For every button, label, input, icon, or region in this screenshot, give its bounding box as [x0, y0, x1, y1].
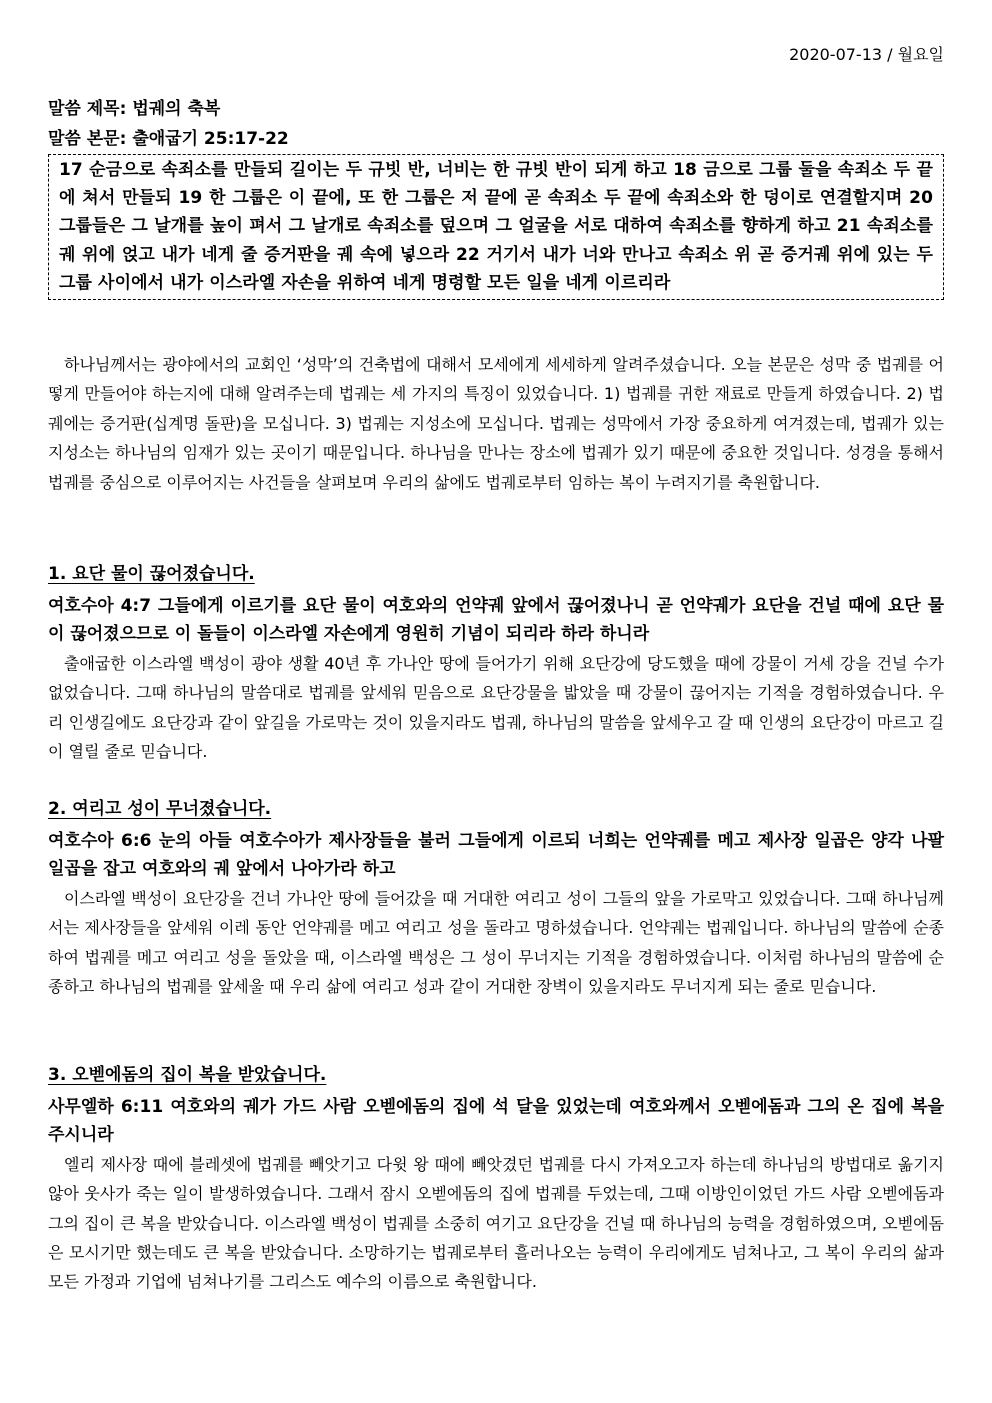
- sermon-title: 말씀 제목: 법궤의 축복: [48, 99, 221, 119]
- scripture-box: 17 순금으로 속죄소를 만들되 길이는 두 규빗 반, 너비는 한 규빗 반이 되게 하고 18 금으로 그룹 둘을 속죄소 두 끝에 쳐서 만들되 19 한 그룹은 이 끝에, 또 한 그룹은 저 끝에 곧 속죄소 두 끝에 속죄소와 한 덩이로 연결할지며 20 그룹들은 그 날개를 높이 펴서 그 날개로 속죄소를 덮으며 그 얼굴을 서로 대하여 속죄소를 향하게 하고 21 속죄소를 궤 위에 얹고 내가 네게 줄 증거판을 궤 속에 넣으라 22 거기서 내가 너와 만나고 속죄소 위 곧 증거궤 위에 있는 두 그룹 사이에서 내가 이스라엘 자손을 위하여 네게 명령할 모든 일을 네게 이르리라: [48, 154, 944, 300]
- section-title: 1. 요단 물이 끊어졌습니다.: [48, 564, 255, 584]
- section-verse: 여호수아 4:7 그들에게 이르기를 요단 물이 여호와의 언약궤 앞에서 끊어졌나니 곧 언약궤가 요단을 건널 때에 요단 물이 끊어졌으므로 이 돌들이 이스라엘 자손에게 영원히 기념이 되리라 하라 하니라: [48, 596, 944, 645]
- scripture-reference: 말씀 본문: 출애굽기 25:17-22: [48, 129, 289, 149]
- section-3: [48, 1061, 944, 1297]
- sermon-header: [48, 94, 944, 300]
- intro-paragraph: 하나님께서는 광야에서의 교회인 ‘성막’의 건축법에 대해서 모세에게 세세하게 알려주셨습니다. 오늘 본문은 성막 중 법궤를 어떻게 만들어야 하는지에 대해 알려주는데 법궤는 세 가지의 특징이 있었습니다. 1) 법궤를 귀한 재료로 만들게 하였습니다. 2) 법궤에는 증거판(십계명 돌판)을 모십니다. 3) 법궤는 지성소에 모십니다. 법궤는 성막에서 가장 중요하게 여겨졌는데, 법궤가 있는 지성소는 하나님의 임재가 있는 곳이기 때문입니다. 하나님을 만나는 장소에 법궤가 있기 때문에 중요한 것입니다. 성경을 통해서 법궤를 중심으로 이루어지는 사건들을 살펴보며 우리의 삶에도 법궤로부터 임하는 복이 누려지기를 축원합니다.: [48, 355, 944, 492]
- section-body: 이스라엘 백성이 요단강을 건너 가나안 땅에 들어갔을 때 거대한 여리고 성이 그들의 앞을 가로막고 있었습니다. 그때 하나님께서는 제사장들을 앞세워 이레 동안 언약궤를 메고 여리고 성을 돌라고 명하셨습니다. 언약궤는 법궤입니다. 하나님의 말씀에 순종하여 법궤를 메고 여리고 성을 돌았을 때, 이스라엘 백성은 그 성이 무너지는 기적을 경험하였습니다. 이처럼 하나님의 말씀에 순종하고 하나님의 법궤를 앞세울 때 우리 삶에 여리고 성과 같이 거대한 장벽이 있을지라도 무너지게 되는 줄로 믿습니다.: [48, 888, 944, 997]
- section-verse: 여호수아 6:6 눈의 아들 여호수아가 제사장들을 불러 그들에게 이르되 너희는 언약궤를 메고 제사장 일곱은 양각 나팔 일곱을 잡고 여호와의 궤 앞에서 나아가라 하고: [48, 831, 944, 880]
- section-title: 3. 오벧에돔의 집이 복을 받았습니다.: [48, 1065, 327, 1085]
- section-body: 출애굽한 이스라엘 백성이 광야 생활 40년 후 가나안 땅에 들어가기 위해 요단강에 당도했을 때에 강물이 거세 강을 건널 수가 없었습니다. 그때 하나님의 말씀대로 법궤를 앞세워 믿음으로 요단강물을 밟았을 때 강물이 끊어지는 기적을 경험하였습니다. 우리 인생길에도 요단강과 같이 앞길을 가로막는 것이 있을지라도 법궤, 하나님의 말씀을 앞세우고 갈 때 인생의 요단강이 마르고 길이 열릴 줄로 믿습니다.: [48, 653, 944, 762]
- section-verse: 사무엘하 6:11 여호와의 궤가 가드 사람 오벧에돔의 집에 석 달을 있었는데 여호와께서 오벧에돔과 그의 온 집에 복을 주시니라: [48, 1097, 944, 1146]
- section-2: [48, 795, 944, 1001]
- date-line: 2020-07-13 / 월요일: [789, 45, 944, 64]
- section-1: [48, 560, 944, 766]
- section-body: 엘리 제사장 때에 블레셋에 법궤를 빼앗기고 다윗 왕 때에 빼앗겼던 법궤를 다시 가져오고자 하는데 하나님의 방법대로 옮기지 않아 웃사가 죽는 일이 발생하였습니다. 그래서 잠시 오벧에돔의 집에 법궤를 두었는데, 그때 이방인이었던 가드 사람 오벧에돔과 그의 집이 큰 복을 받았습니다. 이스라엘 백성이 법궤를 소중히 여기고 요단강을 건널 때 하나님의 능력을 경험하였으며, 오벧에돔은 모시기만 했는데도 큰 복을 받았습니다. 소망하기는 법궤로부터 흘러나오는 능력이 우리에게도 넘쳐나고, 그 복이 우리의 삶과 모든 가정과 기업에 넘쳐나기를 그리스도 예수의 이름으로 축원합니다.: [48, 1154, 944, 1292]
- section-title: 2. 여리고 성이 무너졌습니다.: [48, 799, 272, 819]
